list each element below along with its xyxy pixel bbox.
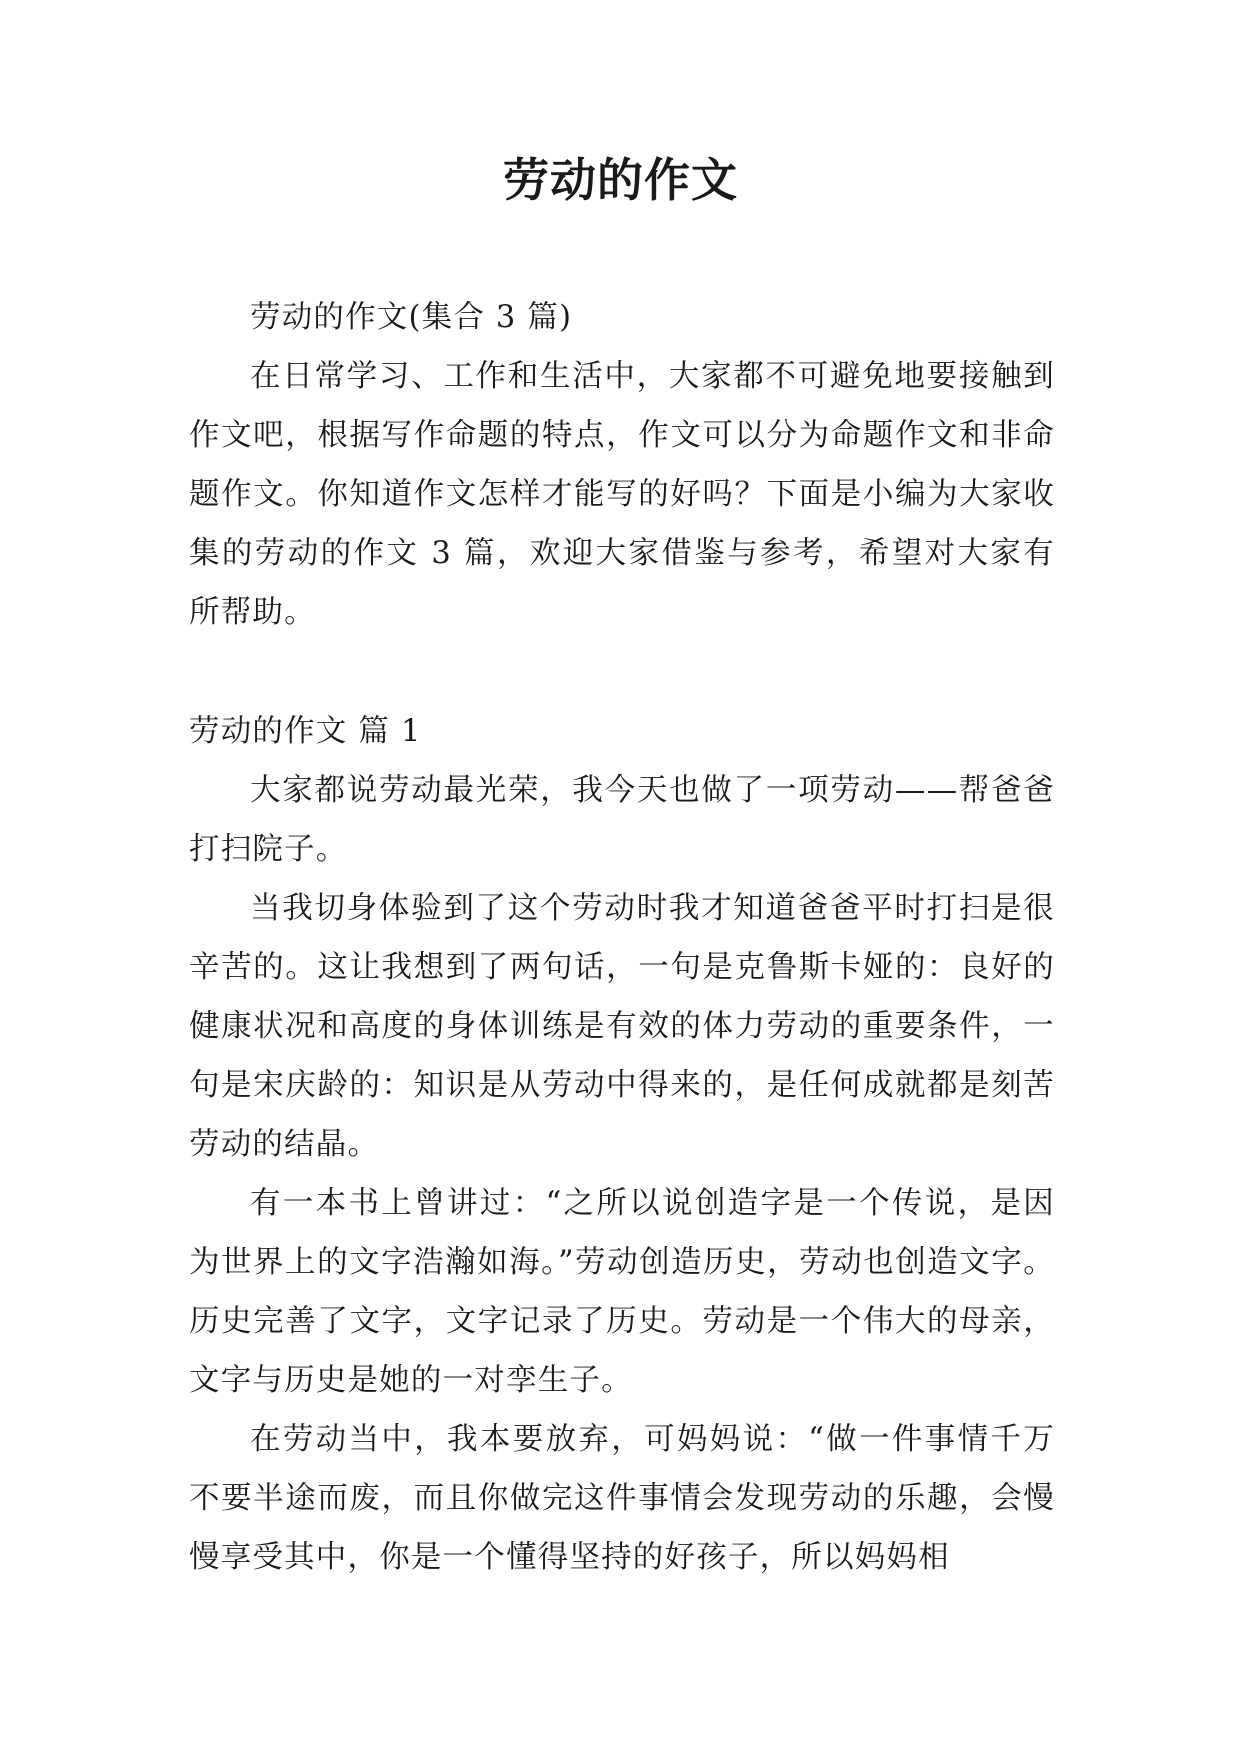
body-paragraph: 大家都说劳动最光荣，我今天也做了一项劳动——帮爸爸打扫院子。 [189, 773, 1055, 867]
document-body [189, 288, 1055, 1587]
body-paragraph: 在劳动当中，我本要放弃，可妈妈说：“做一件事情千万不要半途而废，而且你做完这件事情会发现劳动的乐趣，会慢慢享受其中，你是一个懂得坚持的好孩子，所以妈妈相 [189, 1422, 1055, 1575]
section-heading: 劳动的作文 篇 1 [189, 714, 422, 749]
intro-paragraph: 在日常学习、工作和生活中，大家都不可避免地要接触到作文吧，根据写作命题的特点，作文可以分为命题作文和非命题作文。你知道作文怎样才能写的好吗？下面是小编为大家收集的劳动的作文 3 篇，欢迎大家借鉴与参考，希望对大家有所帮助。 [189, 359, 1055, 630]
subtitle-paragraph: 劳动的作文(集合 3 篇) [250, 300, 573, 335]
document-title: 劳动的作文 [503, 153, 738, 207]
body-paragraph: 有一本书上曾讲过：“之所以说创造字是一个传说，是因为世界上的文字浩瀚如海。”劳动创造历史，劳动也创造文字。历史完善了文字，文字记录了历史。劳动是一个伟大的母亲，文字与历史是她的一对孪生子。 [189, 1186, 1055, 1398]
section-spacer [189, 642, 1055, 702]
body-paragraph: 当我切身体验到了这个劳动时我才知道爸爸平时打扫是很辛苦的。这让我想到了两句话，一句是克鲁斯卡娅的：良好的健康状况和高度的身体训练是有效的体力劳动的重要条件，一句是宋庆龄的：知识是从劳动中得来的，是任何成就都是刻苦劳动的结晶。 [189, 891, 1055, 1162]
